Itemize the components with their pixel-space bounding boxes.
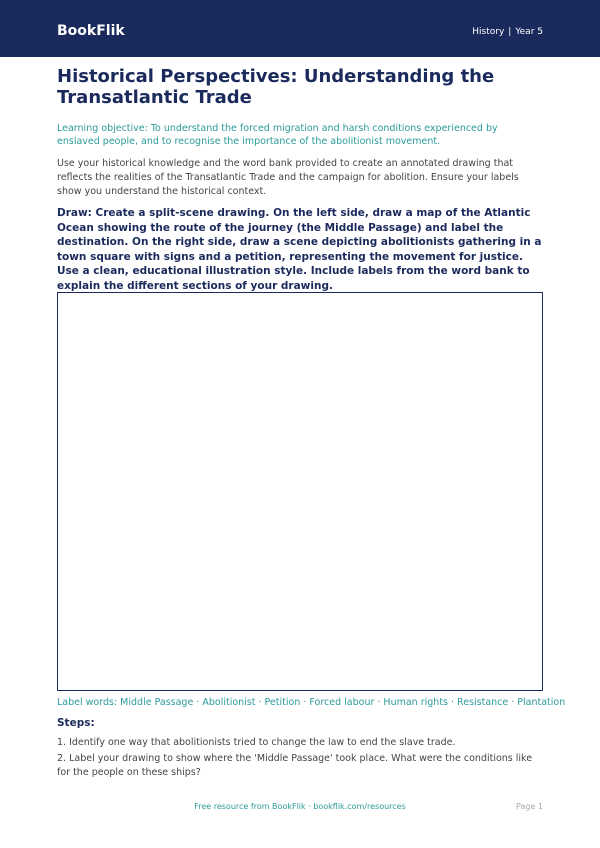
page-title: Historical Perspectives: Understanding the Transatlantic Trade bbox=[57, 66, 495, 108]
subject-label: History bbox=[472, 27, 505, 37]
subject-year bbox=[472, 27, 543, 37]
brand-logo[interactable]: BookFlik bbox=[57, 23, 125, 39]
steps-list bbox=[57, 736, 543, 782]
learning-objective: Learning objective: To understand the forced migration and harsh conditions experienced by enslaved people, and to recognise the importance of the abolitionist movement. bbox=[57, 123, 498, 147]
step-item: 1. Identify one way that abolitionists tried to change the law to end the slave trade. bbox=[57, 737, 456, 748]
footer bbox=[57, 802, 543, 816]
meta-separator: | bbox=[508, 27, 512, 37]
drawing-instruction: Draw: Create a split-scene drawing. On the left side, draw a map of the Atlantic Ocean showing the route of the journey (the Middle Passage) and label the destination. On the right side, draw a scene depicting abolitionists gathering in a town square with signs and a petition, representing the movement for justice. Use a clean, educational illustration style. Include labels from the word bank to explain the different sections of your drawing. bbox=[57, 207, 542, 292]
page-number: Page 1 bbox=[516, 802, 543, 811]
header-bar bbox=[0, 0, 600, 57]
footer-text[interactable]: Free resource from BookFlik · bookflik.com/resources bbox=[194, 802, 406, 811]
year-label: Year 5 bbox=[515, 27, 543, 37]
word-bank: Label words: Middle Passage · Abolitionist · Petition · Forced labour · Human rights · Resistance · Plantation bbox=[57, 697, 566, 708]
step-item: 2. Label your drawing to show where the 'Middle Passage' took place. What were the conditions like for the people on these ships? bbox=[57, 753, 533, 778]
intro-text: Use your historical knowledge and the word bank provided to create an annotated drawing that reflects the realities of the Transatlantic Trade and the campaign for abolition. Ensure your labels show you understand the historical context. bbox=[57, 158, 519, 197]
steps-heading: Steps: bbox=[57, 717, 95, 729]
drawing-area[interactable] bbox=[57, 292, 543, 691]
